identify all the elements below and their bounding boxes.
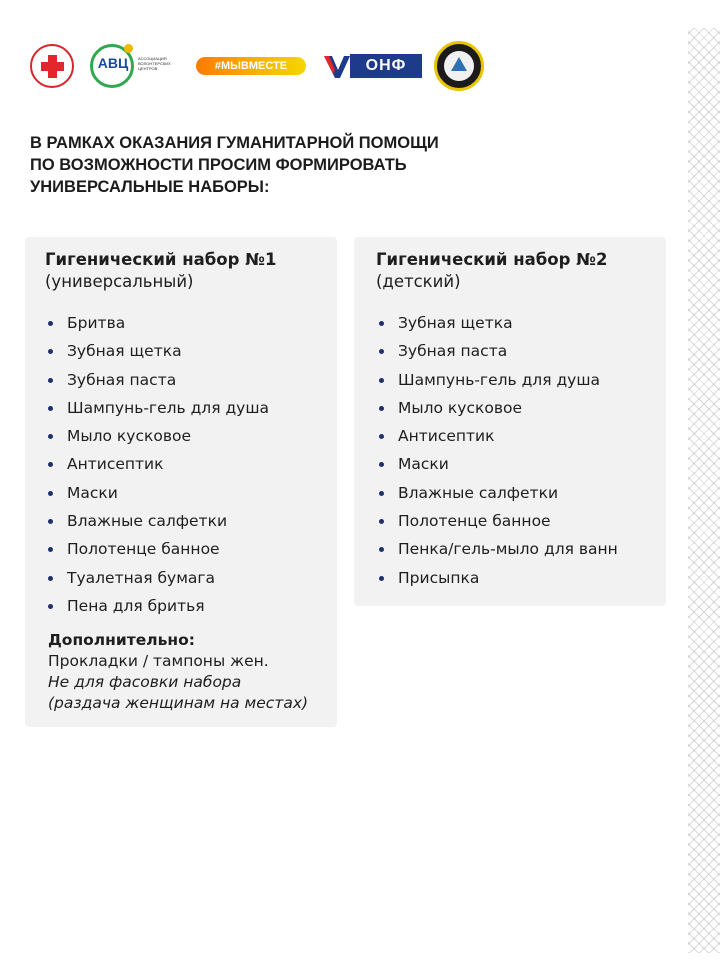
heading-line: УНИВЕРСАЛЬНЫЕ НАБОРЫ: (30, 178, 270, 196)
additional-label: Дополнительно: (48, 631, 195, 650)
bullet-icon (48, 349, 53, 354)
list-item (376, 479, 666, 507)
bullet-icon (379, 547, 384, 552)
list-item (45, 479, 337, 507)
list-item-label: Зубная паста (67, 370, 177, 389)
bullet-icon (48, 406, 53, 411)
list-item-label: Зубная щетка (67, 342, 182, 361)
list-item (45, 564, 337, 592)
avc-logo-text: АВЦ (97, 55, 129, 71)
onf-check-icon (324, 54, 350, 78)
list-item (376, 366, 666, 394)
bullet-icon (379, 321, 384, 326)
organization-seal-logo (434, 41, 484, 91)
list-item (376, 422, 666, 450)
list-item (376, 535, 666, 563)
list-item (45, 535, 337, 563)
bullet-icon (379, 406, 384, 411)
list-item (376, 309, 666, 337)
kit-1-title: Гигенический набор №1 (45, 250, 277, 269)
bullet-icon (48, 462, 53, 467)
hashtag-logo: #МЫВМЕСТЕ (196, 57, 306, 75)
list-item-label: Пена для бритья (67, 596, 205, 615)
avc-logo-subtitle: АССОЦИАЦИЯ ВОЛОНТЕРСКИХ ЦЕНТРОВ (138, 56, 171, 71)
bullet-icon (48, 604, 53, 609)
list-item (376, 507, 666, 535)
heading-line: ПО ВОЗМОЖНОСТИ ПРОСИМ ФОРМИРОВАТЬ (30, 156, 407, 174)
bullet-icon (379, 378, 384, 383)
kit-1-additional (48, 630, 337, 714)
list-item-label: Антисептик (398, 427, 495, 446)
list-item (45, 366, 337, 394)
additional-item: Прокладки / тампоны жен. (48, 652, 269, 671)
list-item-label: Полотенце банное (398, 512, 551, 531)
kit-2-subtitle: (детский) (376, 272, 461, 291)
list-item (45, 309, 337, 337)
bullet-icon (379, 434, 384, 439)
kit-2-card (354, 237, 666, 606)
list-item-label: Зубная паста (398, 342, 508, 361)
bullet-icon (379, 576, 384, 581)
list-item (45, 337, 337, 365)
list-item (376, 564, 666, 592)
heading-line: В РАМКАХ ОКАЗАНИЯ ГУМАНИТАРНОЙ ПОМОЩИ (30, 134, 439, 152)
list-item (45, 450, 337, 478)
bullet-icon (48, 519, 53, 524)
partner-logos (30, 40, 500, 92)
kit-2-item-list (376, 309, 666, 592)
list-item-label: Маски (398, 455, 449, 474)
list-item-label: Присыпка (398, 568, 480, 587)
list-item-label: Антисептик (67, 455, 164, 474)
bullet-icon (379, 491, 384, 496)
list-item-label: Полотенце банное (67, 540, 220, 559)
list-item-label: Мыло кусковое (398, 398, 522, 417)
list-item (45, 592, 337, 620)
list-item (45, 394, 337, 422)
avc-logo (90, 42, 182, 90)
bullet-icon (48, 547, 53, 552)
list-item-label: Туалетная бумага (67, 568, 216, 587)
kit-1-item-list (45, 309, 337, 620)
onf-logo-text: ОНФ (350, 54, 422, 78)
list-item (376, 450, 666, 478)
bullet-icon (48, 491, 53, 496)
kit-2-title: Гигенический набор №2 (376, 250, 608, 269)
additional-note: (раздача женщинам на местах) (48, 694, 309, 713)
bullet-icon (48, 576, 53, 581)
list-item-label: Влажные салфетки (398, 483, 559, 502)
kit-1-subtitle: (универсальный) (45, 272, 194, 291)
page-heading (30, 132, 530, 198)
bullet-icon (48, 378, 53, 383)
list-item-label: Бритва (67, 314, 126, 332)
bullet-icon (379, 519, 384, 524)
list-item-label: Шампунь-гель для душа (398, 370, 601, 389)
bullet-icon (48, 434, 53, 439)
bullet-icon (48, 321, 53, 326)
bullet-icon (379, 349, 384, 354)
onf-logo (324, 54, 422, 78)
list-item-label: Пенка/гель-мыло для ванн (398, 540, 618, 559)
list-item (376, 394, 666, 422)
list-item-label: Мыло кусковое (67, 427, 191, 446)
additional-note: Не для фасовки набора (48, 673, 242, 692)
list-item-label: Зубная щетка (398, 314, 513, 332)
list-item-label: Влажные салфетки (67, 512, 228, 531)
kit-1-card (25, 237, 337, 727)
list-item (45, 422, 337, 450)
list-item (376, 337, 666, 365)
list-item (45, 507, 337, 535)
list-item-label: Шампунь-гель для душа (67, 398, 270, 417)
decorative-pattern-strip (688, 28, 720, 953)
bullet-icon (379, 462, 384, 467)
list-item-label: Маски (67, 483, 118, 502)
red-cross-logo (30, 44, 74, 88)
